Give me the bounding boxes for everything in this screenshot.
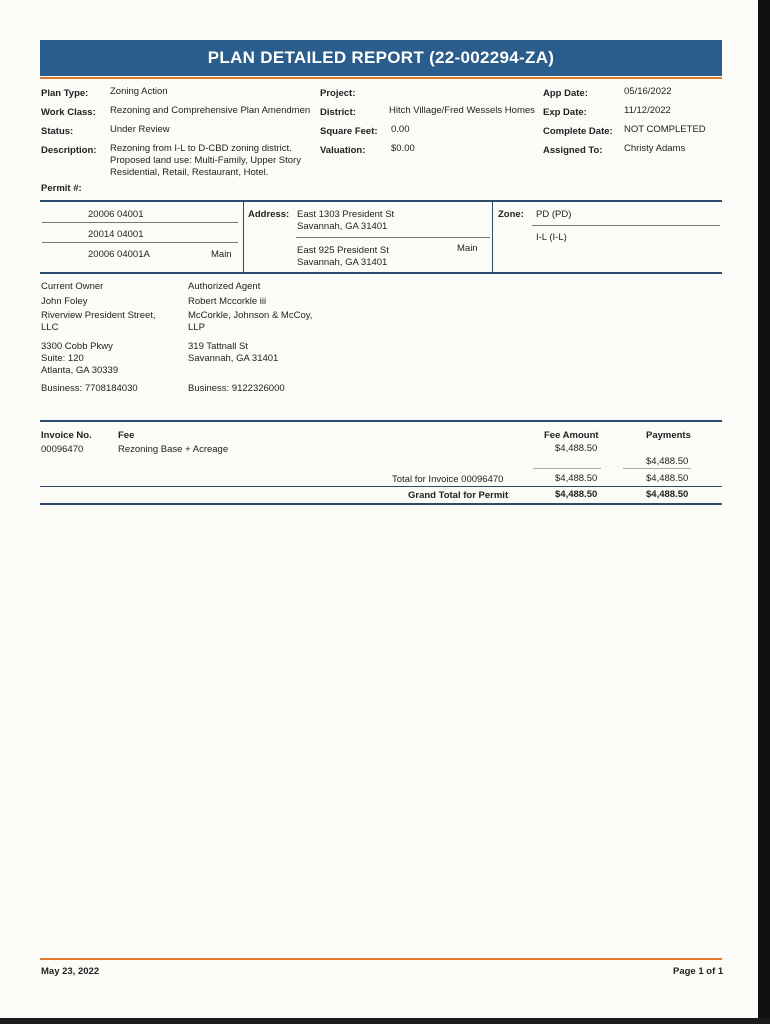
permit-section-top-rule (40, 200, 722, 202)
address-main-tag: Main (457, 243, 478, 254)
address-secondary: East 925 President St Savannah, GA 31401 (297, 245, 389, 268)
square-feet-label: Square Feet: (320, 126, 378, 137)
zone-primary: PD (PD) (536, 209, 572, 220)
address-rule (296, 237, 490, 238)
fees-section-top-rule (40, 420, 722, 422)
permit-divider-right (492, 201, 493, 273)
agent-business-phone: Business: 9122326000 (188, 383, 285, 394)
invoice-total-label: Total for Invoice 00096470 (392, 474, 504, 485)
fees-section-bottom-rule (40, 503, 722, 505)
parcel-main-tag: Main (211, 249, 232, 260)
parcel-number: 20014 04001 (88, 229, 144, 240)
parcel-number: 20006 04001 (88, 209, 144, 220)
valuation-value: $0.00 (391, 143, 415, 154)
zone-secondary: I-L (I-L) (536, 232, 567, 243)
agent-company: McCorkle, Johnson & McCoy, LLP (188, 310, 313, 333)
description-value: Rezoning from I-L to D-CBD zoning district. Proposed land use: Multi-Family, Upper Story Residential, Retail, Restaurant, Hotel. (110, 143, 301, 178)
report-date: May 23, 2022 (41, 966, 100, 977)
square-feet-value: 0.00 (391, 124, 410, 135)
project-label: Project: (320, 88, 356, 99)
title-underline (40, 77, 722, 79)
scan-edge-right (758, 0, 770, 1024)
current-owner-heading: Current Owner (41, 281, 104, 292)
invoice-number: 00096470 (41, 444, 84, 455)
permit-section-bottom-rule (40, 272, 722, 274)
exp-date-value: 11/12/2022 (624, 105, 671, 116)
fee-amount: $4,488.50 (555, 443, 598, 454)
complete-date-value: NOT COMPLETED (624, 124, 706, 135)
owner-business-phone: Business: 7708184030 (41, 383, 138, 394)
fee-header: Fee (118, 430, 135, 441)
authorized-agent-heading: Authorized Agent (188, 281, 261, 292)
parcel-rule (42, 242, 238, 243)
footer-rule (40, 958, 722, 960)
grand-total-amount: $4,488.50 (555, 489, 598, 500)
page-number: Page 1 of 1 (673, 966, 724, 977)
report-title: PLAN DETAILED REPORT (22-002294-ZA) (40, 40, 722, 76)
scan-edge-bottom (0, 1018, 770, 1024)
agent-name: Robert Mccorkle iii (188, 296, 267, 307)
invoice-no-header: Invoice No. (41, 430, 92, 441)
work-class-label: Work Class: (41, 107, 96, 118)
invoice-total-amount: $4,488.50 (555, 473, 598, 484)
work-class-value: Rezoning and Comprehensive Plan Amendmen (110, 105, 311, 116)
grand-total-top-rule (40, 486, 722, 487)
amount-subtotal-rule (533, 468, 601, 469)
valuation-label: Valuation: (320, 145, 366, 156)
exp-date-label: Exp Date: (543, 107, 587, 118)
grand-total-label: Grand Total for Permit (408, 490, 509, 501)
parcel-number: 20006 04001A (88, 249, 150, 260)
status-value: Under Review (110, 124, 170, 135)
assigned-to-value: Christy Adams (624, 143, 686, 154)
grand-total-payment: $4,488.50 (646, 489, 689, 500)
address-primary: East 1303 President St Savannah, GA 31401 (297, 209, 395, 232)
fee-name: Rezoning Base + Acreage (118, 444, 229, 455)
district-value: Hitch Village/Fred Wessels Homes (389, 105, 535, 116)
payments-header: Payments (646, 430, 691, 441)
zone-label: Zone: (498, 209, 524, 220)
owner-name: John Foley (41, 296, 88, 307)
plan-type-label: Plan Type: (41, 88, 89, 99)
parcel-rule (42, 222, 238, 223)
status-label: Status: (41, 126, 74, 137)
address-label: Address: (248, 209, 290, 220)
invoice-total-payment: $4,488.50 (646, 473, 689, 484)
owner-address: 3300 Cobb Pkwy Suite: 120 Atlanta, GA 30339 (41, 341, 119, 376)
app-date-value: 05/16/2022 (624, 86, 672, 97)
permit-divider-left (243, 201, 244, 273)
app-date-label: App Date: (543, 88, 588, 99)
payment-subtotal-rule (623, 468, 691, 469)
description-label: Description: (41, 145, 97, 156)
agent-address: 319 Tattnall St Savannah, GA 31401 (188, 341, 279, 364)
payment-amount: $4,488.50 (646, 456, 689, 467)
zone-rule (532, 225, 720, 226)
owner-company: Riverview President Street, LLC (41, 310, 156, 333)
fee-amount-header: Fee Amount (544, 430, 599, 441)
permit-label: Permit #: (41, 183, 82, 194)
plan-type-value: Zoning Action (110, 86, 168, 97)
assigned-to-label: Assigned To: (543, 145, 603, 156)
district-label: District: (320, 107, 356, 118)
complete-date-label: Complete Date: (543, 126, 613, 137)
